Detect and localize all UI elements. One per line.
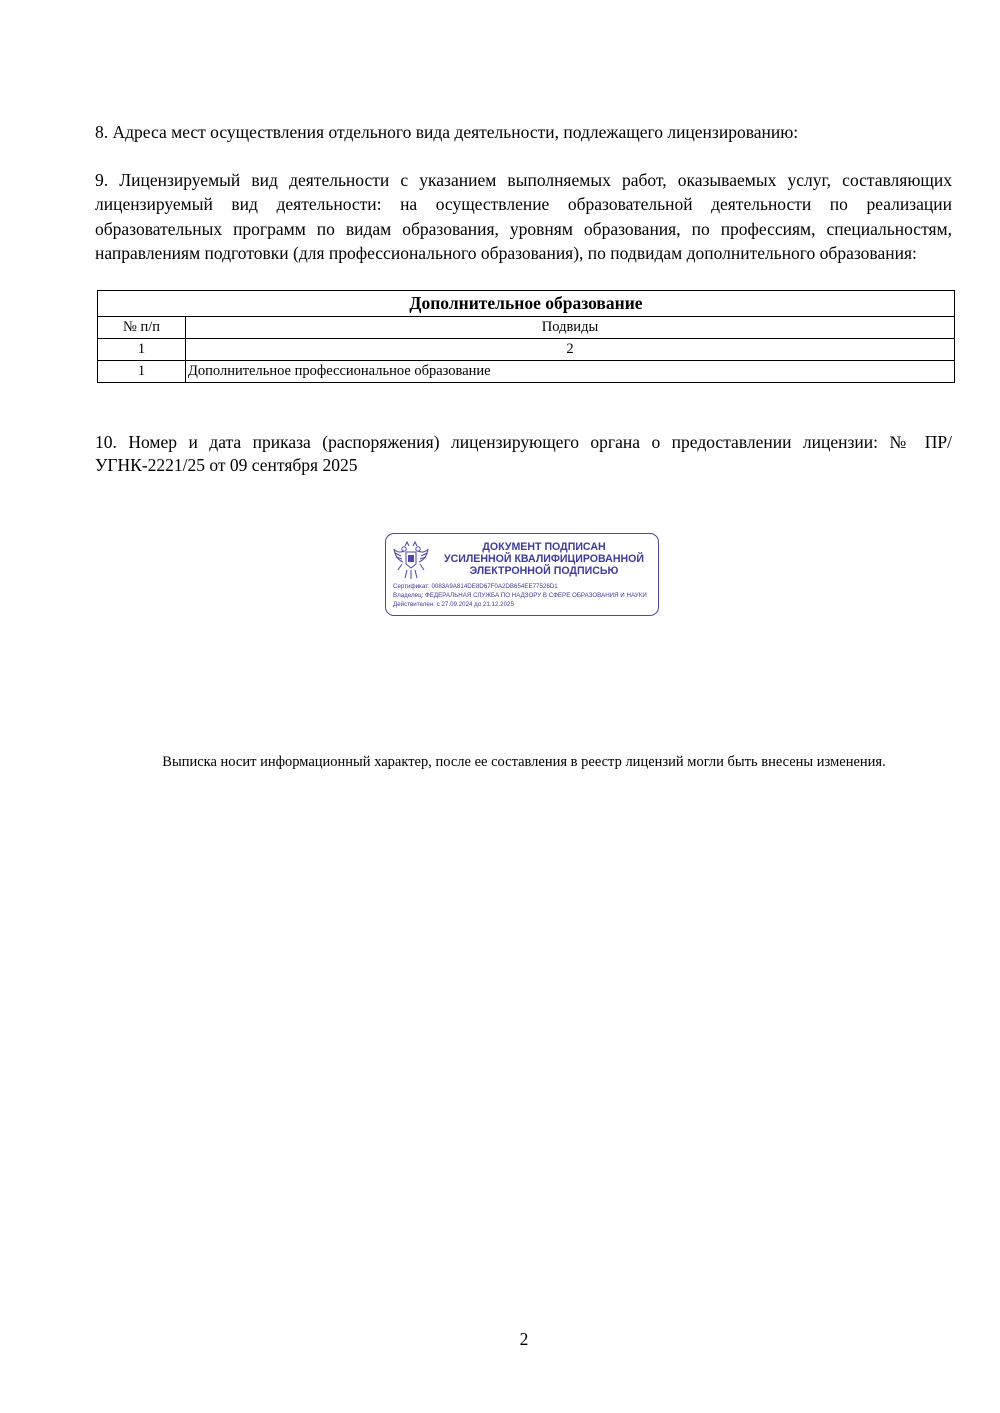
- information-disclaimer: Выписка носит информационный характер, после ее составления в реестр лицензий могли быть внесены изменения.: [162, 754, 886, 770]
- section-10-order: 10. Номер и дата приказа (распоряжения) лицензирующего органа о предоставлении лицензии: № ПР/УГНК-2221/25 от 09 сентября 2025: [95, 432, 952, 475]
- row-number-cell: 1: [98, 361, 186, 383]
- stamp-line-signed: ДОКУМЕНТ ПОДПИСАН: [482, 541, 606, 553]
- stamp-heading: [434, 541, 654, 577]
- stamp-owner: Владелец: ФЕДЕРАЛЬНАЯ СЛУЖБА ПО НАДЗОРУ В СФЕРЕ ОБРАЗОВАНИЯ И НАУКИ: [393, 592, 647, 599]
- numbering-cell: 2: [186, 339, 955, 361]
- additional-education-table: [97, 290, 955, 383]
- double-headed-eagle-emblem-icon: [392, 540, 430, 582]
- stamp-line-qualified: УСИЛЕННОЙ КВАЛИФИЦИРОВАННОЙ: [444, 553, 644, 565]
- page-number: 2: [519, 1329, 529, 1349]
- stamp-line-electronic: ЭЛЕКТРОННОЙ ПОДПИСЬЮ: [469, 565, 619, 577]
- numbering-cell: 1: [98, 339, 186, 361]
- stamp-validity: Действителен: с 27.09.2024 до 21.12.2025: [393, 601, 514, 608]
- table-numbering-row: [98, 339, 955, 361]
- row-subtype-cell: Дополнительное профессиональное образование: [186, 361, 955, 383]
- table-title: Дополнительное образование: [98, 291, 955, 317]
- table-title-row: [98, 291, 955, 317]
- electronic-signature-stamp: [385, 533, 659, 616]
- column-header-subtypes: Подвиды: [186, 317, 955, 339]
- column-header-number: № п/п: [98, 317, 186, 339]
- section-8-addresses: 8. Адреса мест осуществления отдельного вида деятельности, подлежащего лицензированию:: [95, 122, 799, 142]
- stamp-certificate: Сертификат: 0083A9A814DE8D67F0A2DB654EE77526D1: [393, 583, 558, 590]
- table-row: [98, 361, 955, 383]
- section-9-licensed-activity: 9. Лицензируемый вид деятельности с указанием выполняемых работ, оказываемых услуг, составляющих лицензируемый вид деятельности: на осуществление образовательной деятельности по реализации образовательных программ по видам образования, уровням образования, по профессиям, специальностям, направлениям подготовки (для профессионального образования), по подвидам дополнительного образования:: [95, 170, 952, 264]
- table-header-row: [98, 317, 955, 339]
